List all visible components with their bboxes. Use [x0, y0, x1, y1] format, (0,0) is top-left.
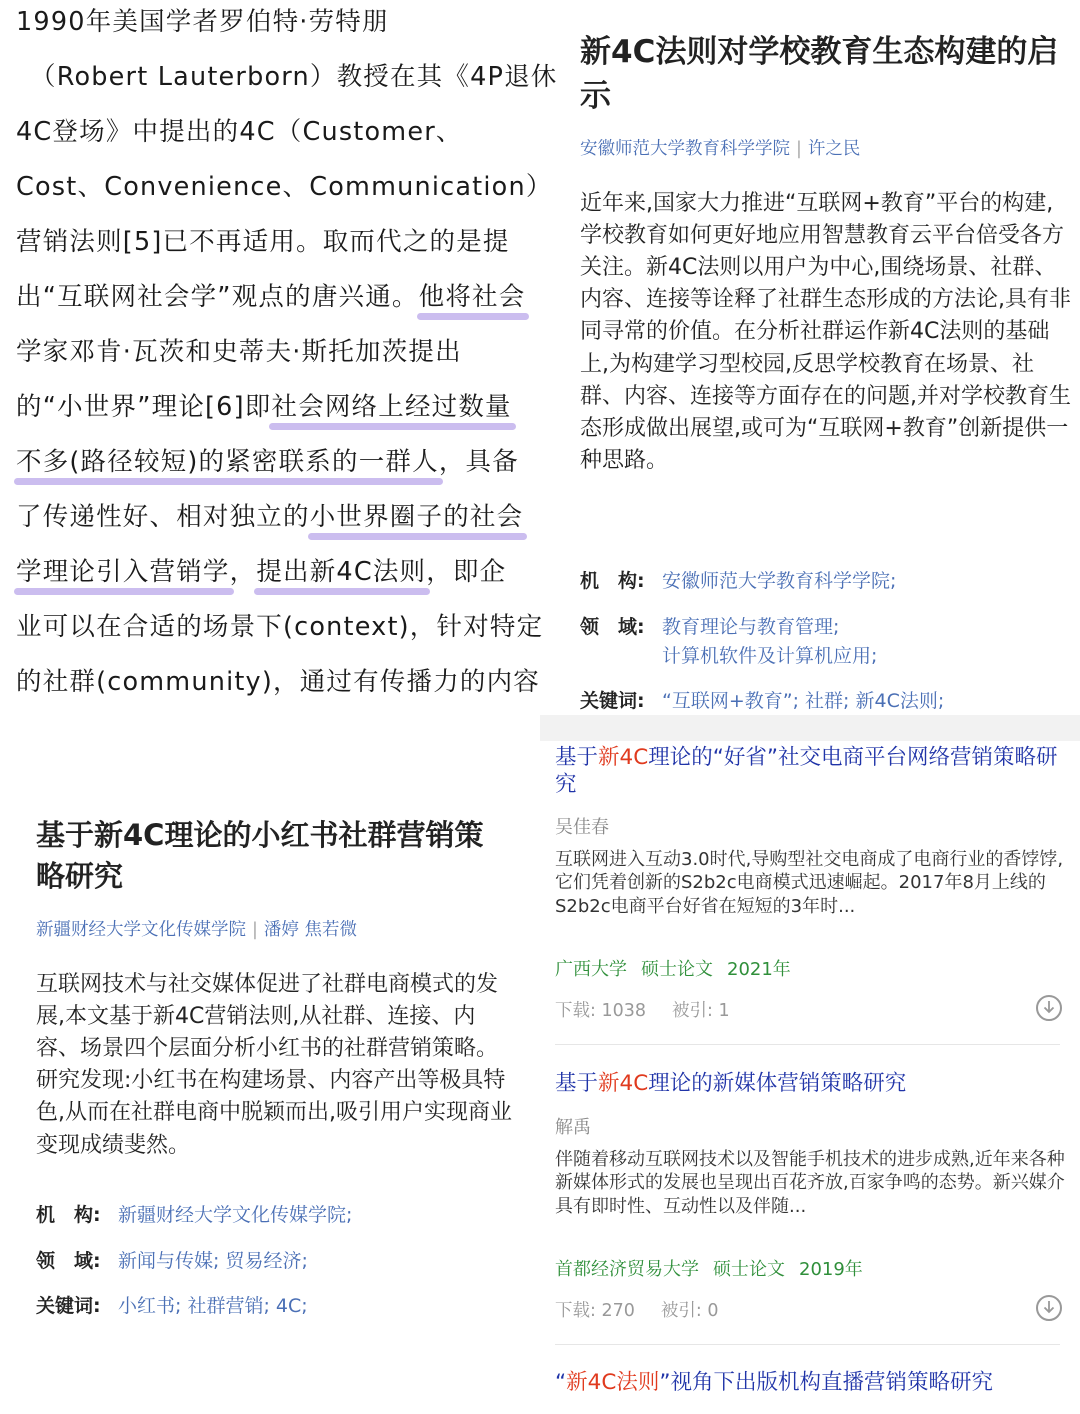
book-text: ，具备 — [438, 447, 519, 477]
result-divider — [555, 1344, 1060, 1345]
article-title[interactable]: 基于新4C理论的小红书社群营销策略研究 — [36, 818, 484, 894]
meta-field — [580, 612, 839, 639]
highlighted-text: 他将社会 — [419, 277, 526, 313]
meta-label: 关键词: — [36, 1295, 101, 1317]
book-text: ， — [229, 557, 257, 587]
results-top-strip — [540, 715, 1080, 741]
meta-institution — [36, 1200, 352, 1227]
article-card-2[interactable] — [0, 715, 540, 1414]
book-line: Cost、Convenience、Communication） — [16, 172, 553, 202]
book-excerpt — [0, 0, 558, 715]
book-text: 的“小世界”理论[6]即 — [16, 392, 272, 422]
meta-label: 领 域: — [36, 1250, 101, 1272]
download-icon[interactable] — [1036, 995, 1062, 1021]
highlighted-text: 不多(路径较短)的紧密联系的一群人 — [16, 442, 439, 478]
book-line — [16, 442, 519, 478]
book-line: 1990年美国学者罗伯特·劳特朋 — [16, 7, 389, 37]
author-link[interactable]: 潘婷 焦若微 — [263, 920, 357, 940]
result-source — [555, 955, 805, 981]
result-school[interactable]: 首都经济贸易大学 — [555, 1259, 699, 1280]
cite-count: 被引: 1 — [672, 1001, 730, 1021]
field-link[interactable]: 新闻与传媒; 贸易经济; — [118, 1250, 308, 1272]
article-title[interactable]: 新4C法则对学校教育生态构建的启示 — [580, 34, 1059, 115]
result-title-link[interactable]: 基于新4C理论的新媒体营销策略研究 — [555, 1071, 907, 1096]
book-text: ，即企 — [426, 557, 507, 587]
highlighted-text: 提出新4C法则 — [256, 552, 426, 588]
meta-keywords — [36, 1291, 308, 1318]
institution-link[interactable]: 安徽师范大学教育科学学院; — [662, 570, 897, 592]
keyword-link[interactable]: 小红书; 社群营销; 4C; — [118, 1295, 308, 1317]
article-abstract: 近年来,国家大力推进“互联网+教育”平台的构建,学校教育如何更好地应用智慧教育云平台倍受各方关注。新4C法则以用户为中心,围绕场景、社群、内容、连接等诠释了社群生态形成的方法论,具有非同寻常的价值。在分析社群运作新4C法则的基础上,为构建学习型校园,反思学校教育在场景、社群、内容、连接等方面存在的问题,并对学校教育生态形成做出展望,或可为“互联网+教育”创新提供一种思路。 — [580, 191, 1071, 473]
highlighted-text: 小世界圈子的社会 — [310, 497, 524, 533]
book-line — [16, 387, 512, 423]
result-abstract: 伴随着移动互联网技术以及智能手机技术的进步成熟,近年来各种新媒体形式的发展也呈现出百花齐放,百家争鸣的态势。新兴媒介具有即时性、互动性以及伴随... — [555, 1149, 1065, 1217]
result-title-link[interactable]: 基于新4C理论的“好省”社交电商平台网络营销策略研究 — [555, 745, 1058, 797]
search-results — [540, 715, 1080, 1414]
meta-label: 领 域: — [580, 616, 645, 638]
meta-keywords — [580, 686, 944, 713]
cite-count: 被引: 0 — [660, 1301, 719, 1321]
institution-link[interactable]: 新疆财经大学文化传媒学院; — [118, 1204, 353, 1226]
result-divider — [555, 1044, 1060, 1045]
result-abstract: 互联网进入互动3.0时代,导购型社交电商成了电商行业的香饽饽,它们凭着创新的S2b2c电商模式迅速崛起。2017年8月上线的S2b2c电商平台好省在短短的3年时... — [555, 849, 1064, 917]
result-stats — [555, 997, 756, 1022]
institution-link[interactable]: 安徽师范大学教育科学学院 — [580, 139, 790, 159]
meta-field — [36, 1246, 308, 1273]
book-text: 出“互联网社会学”观点的唐兴通。 — [16, 282, 419, 312]
book-line — [16, 497, 523, 533]
article-authors: 新疆财经大学文化传媒学院 | 潘婷 焦若微 — [36, 920, 357, 940]
highlighted-text: 社会网络上经过数量 — [271, 387, 511, 423]
result-degree: 硕士论文 — [713, 1259, 785, 1280]
meta-institution — [580, 566, 896, 593]
book-line: 业可以在合适的场景下(context)，针对特定 — [16, 612, 544, 642]
result-year: 2019年 — [799, 1259, 863, 1280]
author-link[interactable]: 许之民 — [807, 139, 861, 159]
book-line: （Robert Lauterborn）教授在其《4P退休 — [30, 62, 558, 92]
download-count: 下载: 1038 — [555, 1001, 646, 1021]
book-line: 营销法则[5]已不再适用。取而代之的是提 — [16, 227, 510, 257]
result-school[interactable]: 广西大学 — [555, 959, 627, 980]
result-author[interactable]: 解禹 — [555, 1117, 591, 1138]
meta-label: 机 构: — [580, 570, 645, 592]
field-link[interactable]: 计算机软件及计算机应用; — [662, 645, 878, 667]
meta-field-2 — [662, 641, 877, 668]
book-line: 4C登场》中提出的4C（Customer、 — [16, 117, 463, 147]
institution-link[interactable]: 新疆财经大学文化传媒学院 — [36, 920, 246, 940]
result-author[interactable]: 吴佳春 — [555, 817, 609, 838]
result-source — [555, 1255, 877, 1281]
book-line — [16, 277, 525, 313]
download-icon[interactable] — [1036, 1295, 1062, 1321]
highlighted-text: 学理论引入营销学 — [16, 552, 230, 588]
article-card-1[interactable] — [540, 0, 1080, 715]
result-year: 2021年 — [727, 959, 791, 980]
book-line: 的社群(community)，通过有传播力的内容 — [16, 667, 540, 697]
download-count: 下载: 270 — [555, 1301, 635, 1321]
book-line: 学家邓肯·瓦茨和史蒂夫·斯托加茨提出 — [16, 337, 462, 367]
article-authors: 安徽师范大学教育科学学院 | 许之民 — [580, 139, 861, 159]
book-line — [16, 552, 506, 588]
result-stats — [555, 1297, 744, 1322]
book-text: 了传递性好、相对独立的 — [16, 502, 310, 532]
meta-label: 关键词: — [580, 690, 645, 712]
article-abstract: 互联网技术与社交媒体促进了社群电商模式的发展,本文基于新4C营销法则,从社群、连接、内容、场景四个层面分析小红书的社群营销策略。研究发现:小红书在构建场景、内容产出等极具特色,从而在社群电商中脱颖而出,吸引用户实现商业变现成绩斐然。 — [36, 972, 512, 1158]
result-title-link[interactable]: “新4C法则”视角下出版机构直播营销策略研究 — [555, 1370, 993, 1395]
result-degree: 硕士论文 — [641, 959, 713, 980]
field-link[interactable]: 教育理论与教育管理; — [662, 616, 840, 638]
keyword-link[interactable]: “互联网+教育”; 社群; 新4C法则; — [662, 690, 945, 712]
meta-label: 机 构: — [36, 1204, 101, 1226]
